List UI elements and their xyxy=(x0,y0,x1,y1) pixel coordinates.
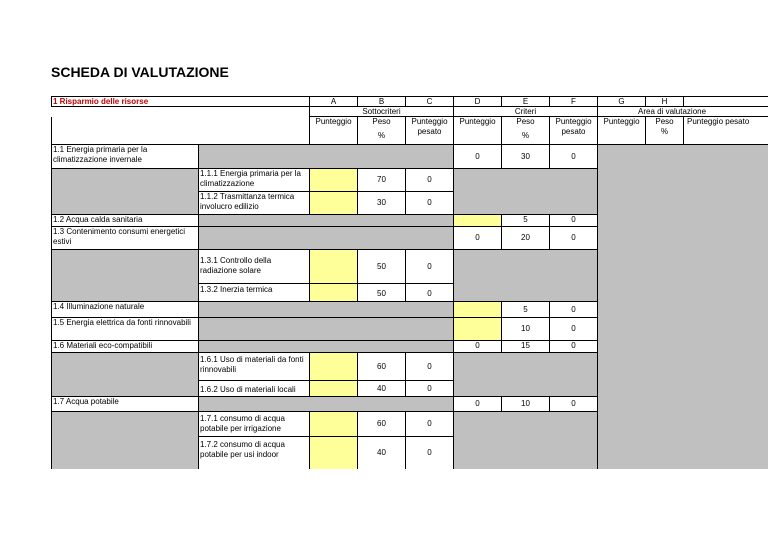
col-a-header: A xyxy=(310,96,358,107)
grey-block xyxy=(51,353,199,397)
col-a-sub-text: Punteggio xyxy=(315,117,352,126)
grey-block xyxy=(199,341,454,353)
cell-f[interactable]: 0 xyxy=(550,145,598,169)
subcriterion-1-7-2-label: 1.7.2 consumo di acqua potabile per usi indoor xyxy=(199,437,310,469)
score-input[interactable] xyxy=(310,412,358,437)
criterion-1-3-label: 1.3 Contenimento consumi energetici estivi xyxy=(51,227,199,250)
cell-b[interactable]: 60 xyxy=(358,353,406,381)
grey-block xyxy=(454,250,598,302)
col-a-sub xyxy=(310,117,358,145)
criterion-1-6-label: 1.6 Materiali eco-compatibili xyxy=(51,341,199,353)
grey-block xyxy=(51,250,199,302)
score-input[interactable] xyxy=(310,192,358,215)
cell-d[interactable]: 0 xyxy=(454,227,502,250)
header-blank-2 xyxy=(51,117,310,145)
cell-f[interactable]: 0 xyxy=(550,341,598,353)
cell-e[interactable]: 10 xyxy=(502,318,550,341)
cell-c[interactable]: 0 xyxy=(406,437,454,469)
cell-c[interactable]: 0 xyxy=(406,412,454,437)
score-input[interactable] xyxy=(310,284,358,302)
cell-c[interactable]: 0 xyxy=(406,284,454,302)
subcriterion-1-1-1-label: 1.1.1 Energia primaria per la climatizzazione xyxy=(199,169,310,192)
col-g-sub-text: Punteggio xyxy=(603,117,640,126)
score-input[interactable] xyxy=(454,215,502,227)
criterion-1-5-label: 1.5 Energia elettrica da fonti rinnovabili xyxy=(51,318,199,341)
area-grey-block xyxy=(598,145,768,469)
criterion-1-2-label: 1.2 Acqua calda sanitaria xyxy=(51,215,199,227)
col-e-sub xyxy=(502,117,550,145)
cell-e[interactable]: 5 xyxy=(502,215,550,227)
subcriterion-1-6-1-label: 1.6.1 Uso di materiali da fonti rinnovabili xyxy=(199,353,310,381)
col-d-header: D xyxy=(454,96,502,107)
score-input[interactable] xyxy=(454,318,502,341)
grey-block xyxy=(199,215,454,227)
cell-e[interactable]: 30 xyxy=(502,145,550,169)
cell-f[interactable]: 0 xyxy=(550,302,598,318)
cell-e[interactable]: 5 xyxy=(502,302,550,318)
col-c-sub: Punteggio pesato xyxy=(406,117,454,145)
cell-e[interactable]: 10 xyxy=(502,397,550,412)
col-h-header: H xyxy=(646,96,684,107)
col-b-header: B xyxy=(358,96,406,107)
cell-f[interactable]: 0 xyxy=(550,318,598,341)
cell-b[interactable]: 70 xyxy=(358,169,406,192)
grey-block xyxy=(454,412,598,469)
cell-e[interactable]: 15 xyxy=(502,341,550,353)
col-b-sub-text: Peso xyxy=(372,117,391,126)
cell-c[interactable]: 0 xyxy=(406,192,454,215)
col-b-sub xyxy=(358,117,406,145)
grey-block xyxy=(199,318,454,341)
subcriterion-1-6-2-label: 1.6.2 Uso di materiali locali xyxy=(199,381,310,397)
cell-b[interactable]: 60 xyxy=(358,412,406,437)
cell-c[interactable]: 0 xyxy=(406,381,454,397)
section-title: 1 Risparmio delle risorse xyxy=(51,96,310,107)
col-h-sub-text: Peso xyxy=(655,117,674,126)
cell-f[interactable]: 0 xyxy=(550,227,598,250)
grey-block xyxy=(199,145,454,169)
group-sottocriteri: Sottocriteri xyxy=(310,107,454,117)
score-input[interactable] xyxy=(310,381,358,397)
col-e-header: E xyxy=(502,96,550,107)
cell-e[interactable]: 20 xyxy=(502,227,550,250)
col-d-sub xyxy=(454,117,502,145)
cell-f[interactable]: 0 xyxy=(550,215,598,227)
score-input[interactable] xyxy=(310,169,358,192)
grey-block xyxy=(51,169,199,215)
header-blank xyxy=(51,107,310,117)
cell-d[interactable]: 0 xyxy=(454,397,502,412)
criterion-1-1-label: 1.1 Energia primaria per la climatizzazione invernale xyxy=(51,145,199,169)
col-d-sub-text: Punteggio xyxy=(459,117,496,126)
group-criteri: Criteri xyxy=(454,107,598,117)
col-c-header: C xyxy=(406,96,454,107)
score-input[interactable] xyxy=(310,353,358,381)
col-e-sub-text: Peso xyxy=(516,117,535,126)
subcriterion-1-3-1-label: 1.3.1 Controllo della radiazione solare xyxy=(199,250,310,284)
subcriterion-1-7-1-label: 1.7.1 consumo di acqua potabile per irrigazione xyxy=(199,412,310,437)
grey-block xyxy=(454,169,598,215)
cell-c[interactable]: 0 xyxy=(406,353,454,381)
criterion-1-7-label: 1.7 Acqua potabile xyxy=(51,397,199,412)
score-input[interactable] xyxy=(310,437,358,469)
subcriterion-1-3-2-label: 1.3.2 Inerzia termica xyxy=(199,284,310,302)
cell-b[interactable]: 40 xyxy=(358,437,406,469)
grey-block xyxy=(199,302,454,318)
subcriterion-1-1-2-label: 1.1.2 Trasmittanza termica involucro edilizio xyxy=(199,192,310,215)
col-g-header: G xyxy=(598,96,646,107)
criterion-1-4-label: 1.4 Illuminazione naturale xyxy=(51,302,199,318)
col-b-unit: % xyxy=(377,130,386,140)
group-area: Area di valutazione xyxy=(598,107,768,117)
grey-block xyxy=(199,227,454,250)
cell-b[interactable]: 40 xyxy=(358,381,406,397)
cell-d[interactable]: 0 xyxy=(454,145,502,169)
col-e-unit: % xyxy=(521,130,530,140)
grey-block xyxy=(454,353,598,397)
evaluation-table xyxy=(51,96,768,469)
score-input[interactable] xyxy=(310,250,358,284)
col-i-header xyxy=(684,96,768,107)
col-h-sub xyxy=(646,117,684,145)
col-g-sub xyxy=(598,117,646,145)
grey-block xyxy=(199,397,454,412)
col-h-unit: % xyxy=(660,126,669,136)
grey-block xyxy=(51,412,199,469)
col-f-sub: Punteggio pesato xyxy=(550,117,598,145)
col-i-sub xyxy=(684,117,768,145)
score-input[interactable] xyxy=(454,302,502,318)
page-title: SCHEDA DI VALUTAZIONE xyxy=(51,64,229,80)
col-f-header: F xyxy=(550,96,598,107)
cell-d[interactable]: 0 xyxy=(454,341,502,353)
cell-b[interactable]: 30 xyxy=(358,192,406,215)
cell-b[interactable]: 50 xyxy=(358,284,406,302)
col-i-sub-text: Punteggio pesato xyxy=(687,117,750,126)
cell-c[interactable]: 0 xyxy=(406,250,454,284)
cell-c[interactable]: 0 xyxy=(406,169,454,192)
cell-f[interactable]: 0 xyxy=(550,397,598,412)
cell-b[interactable]: 50 xyxy=(358,250,406,284)
